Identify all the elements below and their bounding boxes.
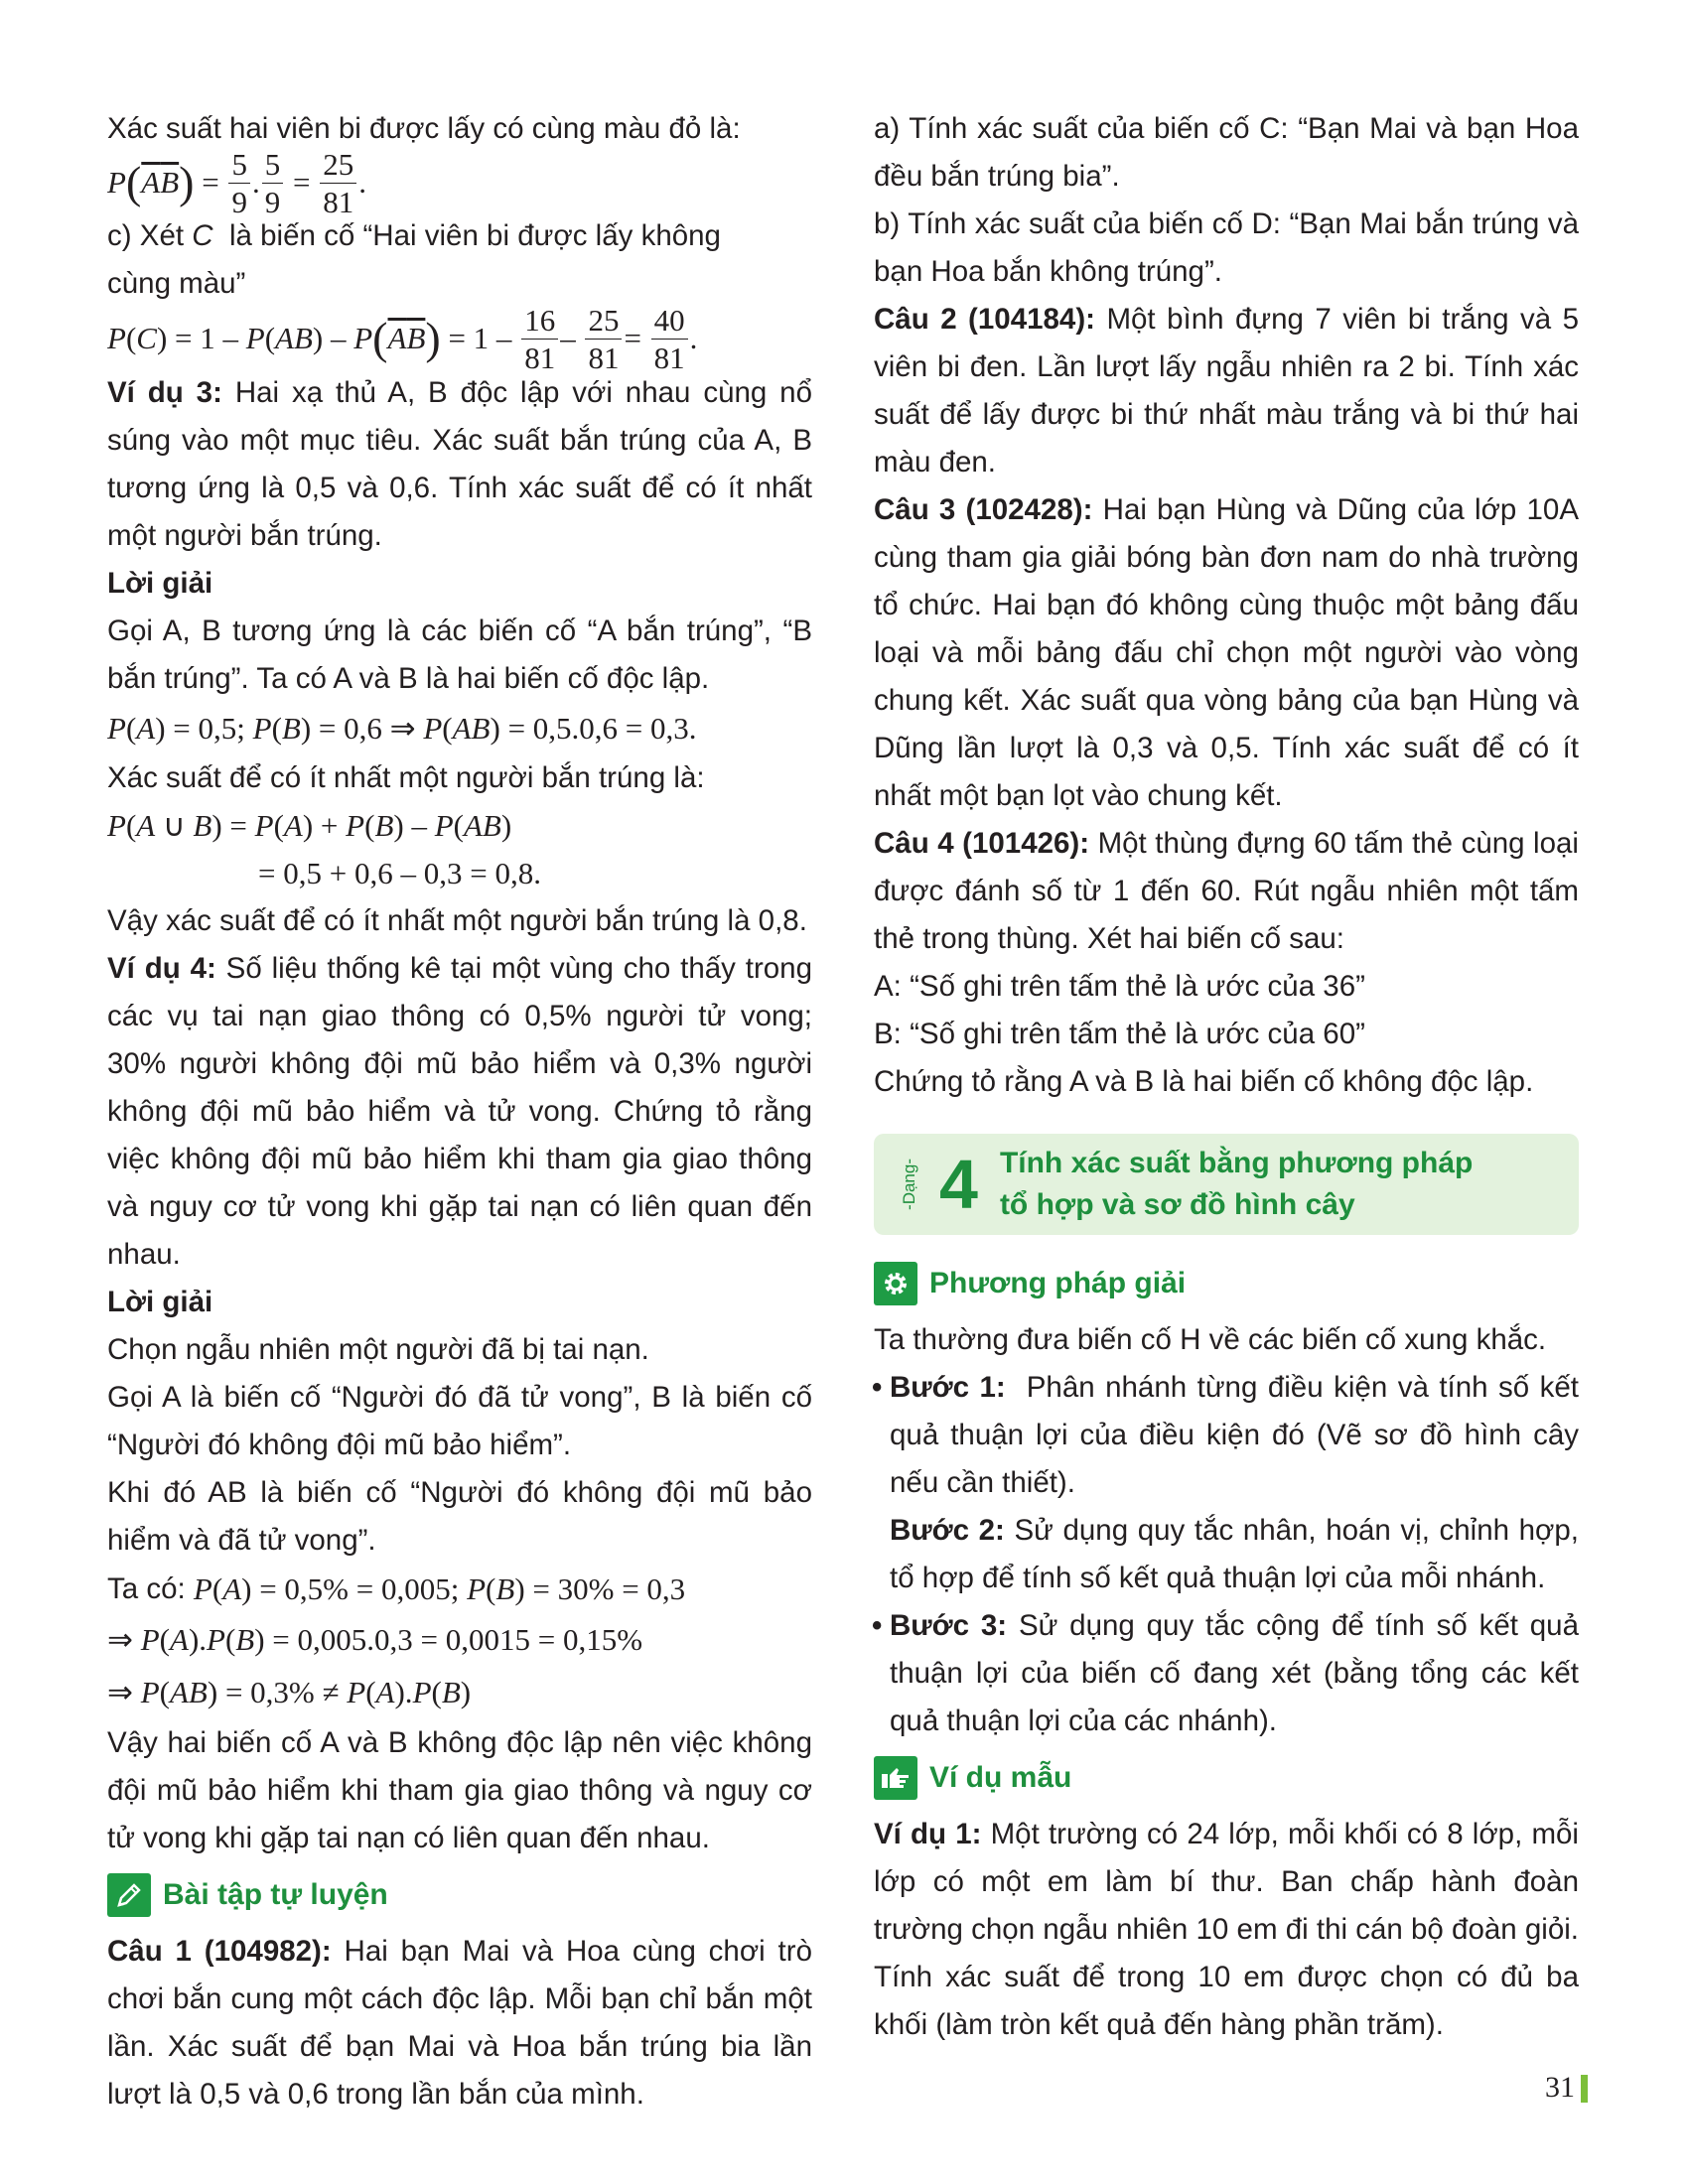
cau1-b: b) Tính xác suất của biến cố D: “Bạn Mai bắn trúng và bạn Hoa bắn không trúng”. (874, 207, 1579, 288)
ppg-title: Phương pháp giải (929, 1267, 1187, 1299)
ppg-section-header (874, 1255, 1579, 1312)
bullet-icon: • (872, 1609, 883, 1642)
vd4-s3: Khi đó AB là biến cố “Người đó không đội mũ bảo hiểm và đã tử vong”. (107, 1476, 812, 1557)
vdm-section-header (874, 1749, 1579, 1807)
vd4-s2: Gọi A là biến cố “Người đó đã tử vong”, B là biến cố “Người đó không đội mũ bảo hiểm”. (107, 1381, 812, 1461)
ppg-intro: Ta thường đưa biến cố H về các biến cố xung khắc. (874, 1323, 1547, 1356)
right-column (874, 105, 1579, 2049)
bt-title: Bài tập tự luyện (163, 1878, 388, 1911)
cau2-text: Câu 2 (104184): Một bình đựng 7 viên bi trắng và 5 viên bi đen. Lần lượt lấy ngẫu nhiên ra 2 bi. Tính xác suất để lấy được bi thứ nhất màu trắng và bi thứ hai màu đen. (874, 303, 1579, 478)
vd3-sol2: Xác suất để có ít nhất một người bắn trúng là: (107, 761, 705, 794)
step-1: • Bước 1: Phân nhánh từng điều kiện và tính số kết quả thuận lợi của điều kiện đó (Vẽ sơ đồ hình cây nếu cần thiết). (874, 1364, 1579, 1507)
vdm-title: Ví dụ mẫu (929, 1761, 1072, 1794)
vd1-text: Ví dụ 1: Một trường có 24 lớp, mỗi khối có 8 lớp, mỗi lớp có một em làm bí thư. Ban chấp hành đoàn trường chọn ngẫu nhiên 10 em đi thi cán bộ đoàn giỏi. Tính xác suất để trong 10 em được chọn có đủ ba khối (làm tròn kết quả đến hàng phần trăm). (874, 1818, 1579, 2041)
formula-vd4-2: ⇒ P ( A ). P ( B ) = 0,005.0,3 = 0,0015 = 0,15% (107, 1622, 643, 1657)
page-number: 31 (1545, 2071, 1575, 2104)
cau4-conclusion: Chứng tỏ rằng A và B là hai biến cố không độc lập. (874, 1065, 1534, 1098)
step-2: Bước 2: Sử dụng quy tắc nhân, hoán vị, chỉnh hợp, tổ hợp để tính số kết quả thuận lợi của mỗi nhánh. (890, 1514, 1579, 1594)
cau4-text: Câu 4 (101426): Một thùng đựng 60 tấm thẻ cùng loại được đánh số từ 1 đến 60. Rút ngẫu nhiên một tấm thẻ trong thùng. Xét hai biến cố sau: (874, 827, 1579, 955)
cau4-b: B: “Số ghi trên tấm thẻ là ước của 60” (874, 1018, 1365, 1050)
formula-vd3-2: P ( A ∪ B ) = P ( A ) + P ( B ) – P ( AB ) (107, 808, 512, 843)
dang-banner (874, 1134, 1579, 1235)
formula-p-c: P ( C ) = 1 – P ( AB ) – P ( $\overline{A}$ $\overline{B}$ ) = 1 – $\frac{16}{81}$ – $\frac{25}{81}$ = $\frac{40}{81}$ . (107, 302, 698, 375)
formula-vd3-3: = 0,5 + 0,6 – 0,3 = 0,8. (258, 856, 541, 890)
formula-p-ab-bar: P ( $\overline{A}$ $\overline{B}$ ) = $\frac{5}{9}$ . $\frac{5}{9}$ = $\frac{25}{81}$ . (107, 146, 366, 219)
loigiai-heading-2: Lời giải (107, 1286, 213, 1318)
vd3-conclusion: Vậy xác suất để có ít nhất một người bắn trúng là 0,8. (107, 904, 807, 937)
c-intro-2: cùng màu” (107, 267, 246, 300)
dang-number: 4 (939, 1146, 978, 1223)
page-number-bar (1581, 2075, 1588, 2103)
formula-vd3-1: P ( A ) = 0,5; P ( B ) = 0,6 ⇒ P ( AB ) = 0,5.0,6 = 0,3. (107, 711, 697, 746)
cau4-a: A: “Số ghi trên tấm thẻ là ước của 36” (874, 970, 1365, 1003)
dang-title: Tính xác suất bằng phương pháp tổ hợp và sơ đồ hình cây (999, 1147, 1474, 1221)
vd3-text: Ví dụ 3: Hai xạ thủ A, B độc lập với nhau cùng nổ súng vào một mục tiêu. Xác suất bắn trúng của A, B tương ứng là 0,5 và 0,6. Tính xác suất để có ít nhất một người bắn trúng. (107, 376, 812, 552)
formula-vd4-3: ⇒ P ( AB ) = 0,3% ≠ P ( A ). P ( B ) (107, 1675, 472, 1709)
pointing-hand-icon (874, 1756, 917, 1800)
bt-section-header (107, 1866, 812, 1924)
c-intro: c) Xét C là biến cố “Hai viên bi được lấy không (107, 219, 721, 252)
vd3-sol1: Gọi A, B tương ứng là các biến cố “A bắn trúng”, “B bắn trúng”. Ta có A và B là hai biến cố độc lập. (107, 614, 812, 695)
vd4-conclusion: Vậy hai biến cố A và B không độc lập nên việc không đội mũ bảo hiểm khi tham gia giao thông và nguy cơ tử vong khi gặp tai nạn có liên quan đến nhau. (107, 1726, 812, 1854)
formula-vd4-1: Ta có: P(A) = 0,5% = 0,005; P(B) = 30% = 0,3 (107, 1571, 686, 1606)
vd4-text: Ví dụ 4: Số liệu thống kê tại một vùng cho thấy trong các vụ tai nạn giao thông có 0,5% người tử vong; 30% người không đội mũ bảo hiểm và 0,3% người không đội mũ bảo hiểm và tử vong. Chứng tỏ rằng việc không đội mũ bảo hiểm khi tham gia giao thông và nguy cơ tử vong khi gặp tai nạn có liên quan đến nhau. (107, 952, 812, 1271)
left-column (107, 105, 812, 2118)
cau1-a: a) Tính xác suất của biến cố C: “Bạn Mai và bạn Hoa đều bắn trúng bia”. (874, 112, 1579, 193)
intro-red-text: Xác suất hai viên bi được lấy có cùng màu đỏ là: (107, 112, 741, 145)
cau3-text: Câu 3 (102428): Hai bạn Hùng và Dũng của lớp 10A cùng tham gia giải bóng bàn đơn nam do nhà trường tổ chức. Hai bạn đó không cùng thuộc một bảng đấu loại và mỗi bảng đấu chỉ chọn một người vào vòng chung kết. Xác suất qua vòng bảng của bạn Hùng và Dũng lần lượt là 0,3 và 0,5. Tính xác suất để có ít nhất một bạn lọt vào chung kết. (874, 493, 1580, 812)
loigiai-heading-1: Lời giải (107, 567, 213, 600)
gear-icon (874, 1262, 917, 1305)
bullet-icon: • (872, 1371, 883, 1404)
cau1-text: Câu 1 (104982): Hai bạn Mai và Hoa cùng chơi trò chơi bắn cung một cách độc lập. Mỗi bạn chỉ bắn một lần. Xác suất để bạn Mai và Hoa bắn trúng bia lần lượt là 0,5 và 0,6 trong lần bắn của mình. (107, 1935, 812, 2111)
vd4-s1: Chọn ngẫu nhiên một người đã bị tai nạn. (107, 1333, 649, 1366)
dang-label: -Dạng- (900, 1159, 918, 1210)
pencil-icon (107, 1873, 151, 1917)
step-3: • Bước 3: Sử dụng quy tắc cộng để tính số kết quả thuận lợi của biến cố đang xét (bằng tổng các kết quả thuận lợi của các nhánh). (874, 1602, 1579, 1745)
